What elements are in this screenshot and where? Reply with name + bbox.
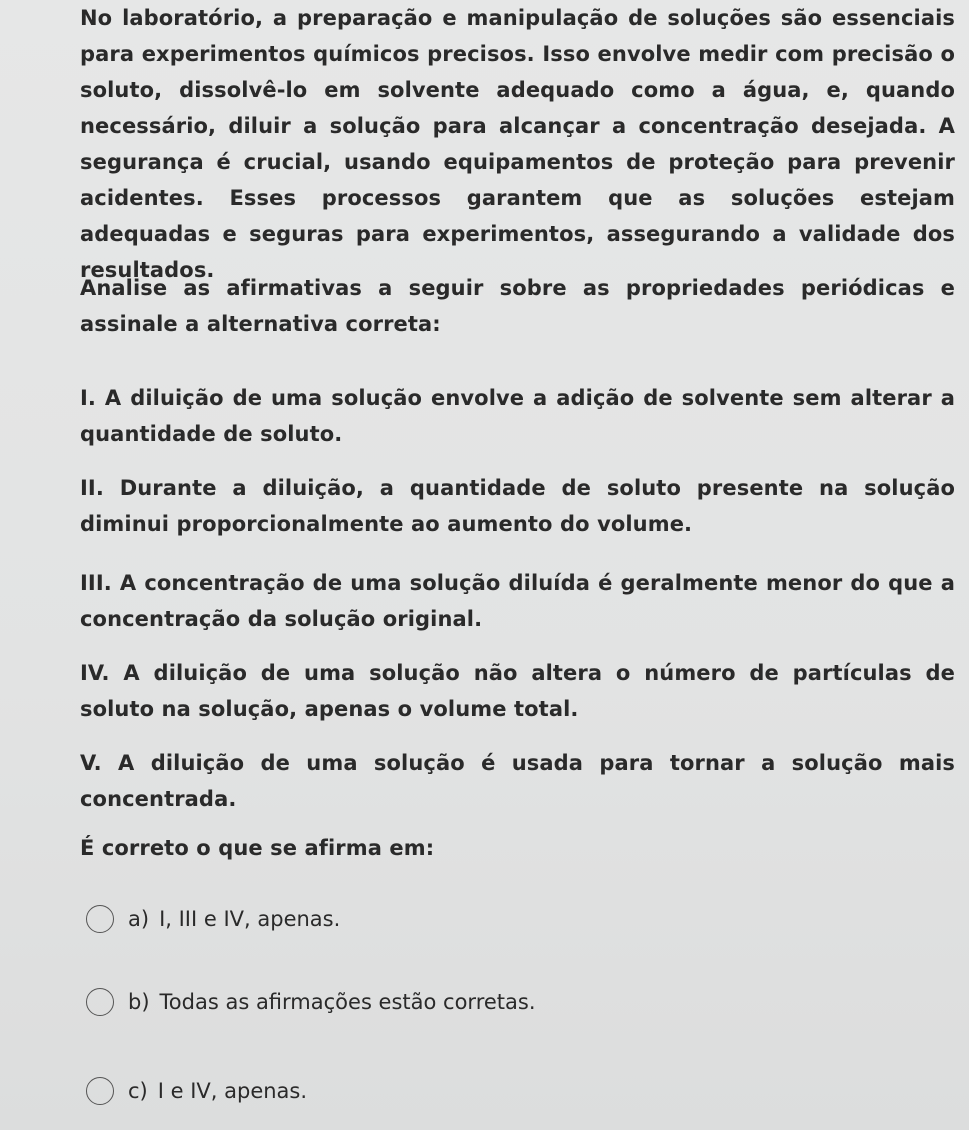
statement-2: II. Durante a diluição, a quantidade de soluto presente na solução diminui proporcionalmente ao aumento do volume. <box>80 476 955 536</box>
option-b[interactable] <box>86 988 536 1016</box>
option-c-label: I e IV, apenas. <box>157 1079 308 1103</box>
statement-4: IV. A diluição de uma solução não altera o número de partículas de soluto na solução, apenas o volume total. <box>80 661 955 721</box>
option-a-letter: a) <box>128 907 150 931</box>
intro-paragraph: No laboratório, a preparação e manipulação de soluções são essenciais para experimentos químicos precisos. Isso envolve medir com precisão o soluto, dissolvê-lo em solvente adequado como a água, e, quando necessário, diluir a solução para alcançar a concentração desejada. A segurança é crucial, usando equipamentos de proteção para prevenir acidentes. Esses processos garantem que as soluções estejam adequadas e seguras para experimentos, assegurando a validade dos resultados. <box>80 6 955 282</box>
option-a-label: I, III e IV, apenas. <box>159 907 341 931</box>
statement-1: I. A diluição de uma solução envolve a adição de solvente sem alterar a quantidade de soluto. <box>80 386 955 446</box>
option-b-label: Todas as afirmações estão corretas. <box>159 990 536 1014</box>
statement-5: V. A diluição de uma solução é usada para tornar a solução mais concentrada. <box>80 751 955 811</box>
question-text: É correto o que se afirma em: <box>80 836 435 860</box>
radio-button-c[interactable] <box>86 1077 114 1105</box>
statement-3: III. A concentração de uma solução diluída é geralmente menor do que a concentração da solução original. <box>80 571 955 631</box>
option-c[interactable] <box>86 1077 307 1105</box>
radio-button-a[interactable] <box>86 905 114 933</box>
question-prompt: Analise as afirmativas a seguir sobre as propriedades periódicas e assinale a alternativa correta: <box>80 276 955 336</box>
option-a[interactable] <box>86 905 340 933</box>
option-c-letter: c) <box>128 1079 148 1103</box>
option-b-letter: b) <box>128 990 150 1014</box>
radio-button-b[interactable] <box>86 988 114 1016</box>
